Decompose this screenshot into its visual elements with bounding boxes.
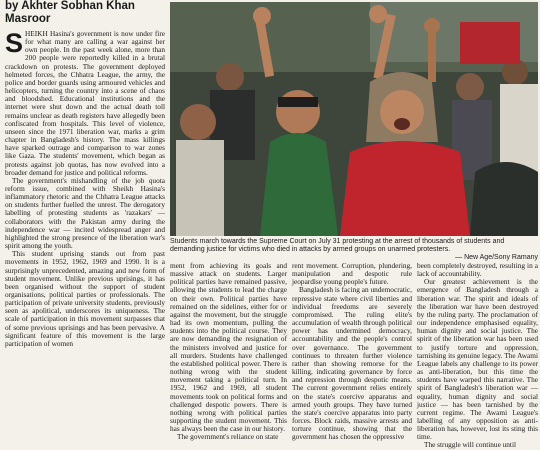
protest-photo [170, 2, 538, 236]
paragraph: This student uprising stands out from past movements in 1952, 1962, 1969 and 1990. It is a surprisingly unprecedented, amazing and new form of student movement. Unlike previous uprisings, it has been organised without the support of student organisations, political parties or professionals. The participation of private university students, previously seen as apolitical, underscores its uniqueness. The scale of participation in this movement surpasses that of some previous uprisings and has been pervasive. A significant feature of this movement is the large participation of women [5, 249, 165, 348]
photo-credit: — New Age/Sony Ramany [455, 254, 538, 261]
paragraph: The government's mishandling of the job quota reform issue, combined with Sheikh Hasina's inflammatory rhetoric and the Chhatra League attacks on students further fuelled the unrest. The derogatory labelling of protesting students as 'razakars' — collaborators with the Pakistan army during the independence war — incited widespread anger and highlighted the strong presence of the liberation war's spirit among the youth. [5, 175, 165, 251]
paragraph: Bangladesh is facing an undemocratic, repressive state where civil liberties and individual freedoms are severely compromised. The ruling elite's accumulation of wealth through political power has undermined democracy, accountability and the people's control over governance. The government continues to threaten further violence rather than showing remorse for the killing, indicating governance by force and repression through despotic means. The current government relies entirely on the state's coercive apparatus and armed youth groups. They have turned the state's coercive apparatus into party forces. Block raids, massive arrests and torture continue, showing that the government has chosen the oppressive [292, 285, 412, 442]
article-column-1 [5, 30, 165, 438]
article-column-3 [292, 261, 412, 442]
article-column-2 [170, 261, 287, 442]
caption-text: Students march towards the Supreme Court on July 31 protesting at the arrest of thousands of students and demanding justice for victims who died in attacks by armed groups on unarmed protesters. [170, 238, 505, 253]
byline: by Akhter Sobhan Khan Masroor [5, 0, 135, 25]
paragraph: The struggle will continue until [424, 440, 517, 450]
paragraph: been completely destroyed, resulting in a lack of accountability. [417, 261, 538, 279]
paragraph: The government's reliance on state [177, 432, 279, 442]
paragraph: ment from achieving its goals and massive attack on students. Larger political parties have remained passive, allowing the students to lead the charge on their own. Political parties have remained on the sidelines, either for or against the movement, but the struggle had its own momentum, pulling the students into the political course. They are now demanding the resignation of the ministers involved and justice for all murders. Students have challenged the established political power. There is nothing wrong with the student movement taking a political turn. In 1952, 1962 and 1969, all student movements took on political forms and challenged despotic powers. There is nothing wrong with political parties supporting the student movement. This has always been the case in our history. [170, 261, 287, 434]
paragraph: SHEIKH Hasina's government is now under fire for what many are calling a war against her own people. In the past week alone, more than 200 people were reportedly killed in a brutal crackdown on protests. The government deployed helmeted forces, the Chhatra League, the army, the police and border guards using armoured vehicles and helicopters, turning the country into a scene of chaos and bloodshed. Educational institutions and the internet were shut down and the actual death toll remains unclear as death registers have allegedly been confiscated from hospitals. This level of violence, unseen since the 1971 liberation war, marks a grim chapter in Bangladesh's history. The mass killings have sparked outrage and comparison to war zones like Gaza. The students' movement, which began as protests against job quotas, has now evolved into a broader demand for justice and political reforms. [5, 28, 165, 177]
drop-cap: S [5, 28, 24, 58]
photo-caption [170, 238, 538, 262]
paragraph: Our greatest achievement is the emergence of Bangladesh through a liberation war. The spirit and ideals of the liberation war have been destroyed by the ruling party. The proclamation of our independence emphasised equality, human dignity and social justice. The spirit of the liberation war has been used to justify torture and oppression, tarnishing its genuine legacy. The Awami League labels any challenge to its power as anti-liberation, but this time the students have warped this narrative. The spirit of Bangladesh's liberation war — equality, human dignity and social justice — has been tarnished by the current regime. The Awami League's labelling of any opposition as anti-liberation has, however, lost its sting this time. [417, 277, 538, 442]
paragraph: rent movement. Corruption, plundering, manipulation and despotic rule jeopardise young people's future. [292, 261, 412, 287]
article-column-4 [417, 261, 538, 450]
